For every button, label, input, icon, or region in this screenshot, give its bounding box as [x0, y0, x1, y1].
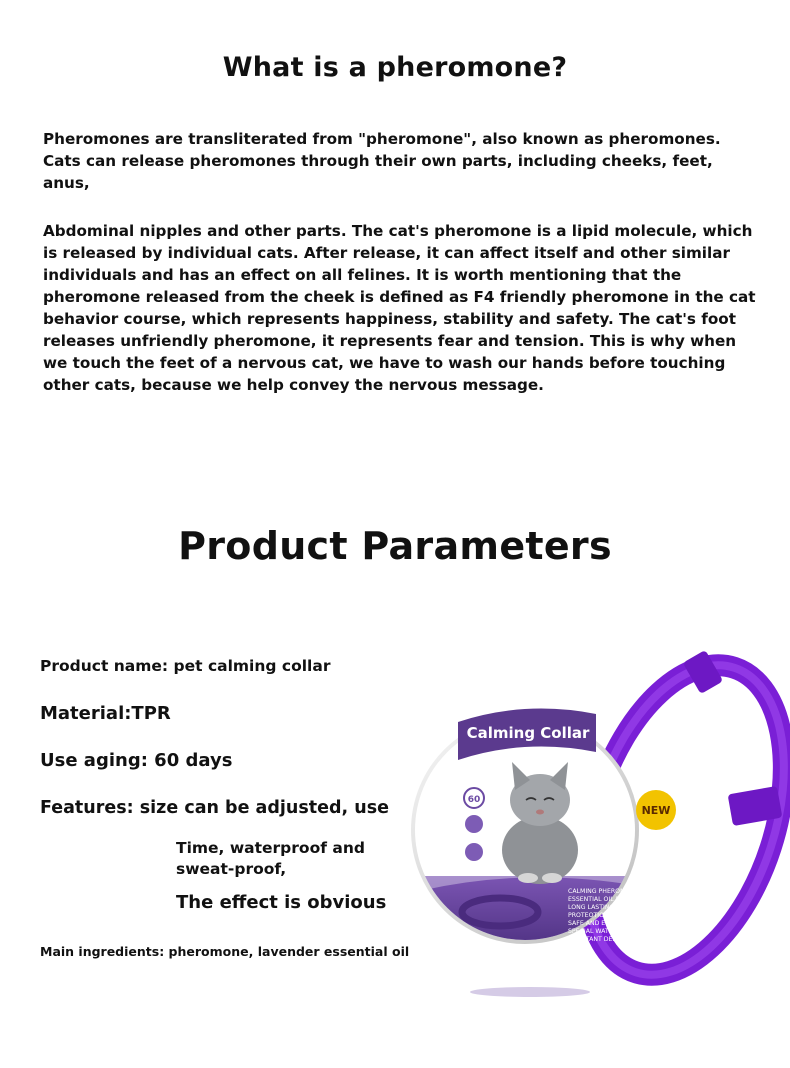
tin-label-text: Calming Collar	[466, 724, 590, 742]
spec-ingredients: Main ingredients: pheromone, lavender essential oil	[40, 944, 410, 959]
product-image	[400, 640, 790, 1010]
thumbs-up-icon	[465, 843, 483, 861]
svg-text:SAFE AND ECO FRIENDLY: SAFE AND ECO FRIENDLY	[568, 920, 646, 927]
svg-text:PROTEOTION: PROTEOTION	[568, 912, 609, 919]
svg-text:SPECIAL WATER: SPECIAL WATER	[568, 928, 617, 935]
spec-effect: The effect is obvious	[176, 892, 387, 913]
svg-text:RESISTANT DESIGN: RESISTANT DESIGN	[568, 936, 628, 943]
spec-features: Features: size can be adjusted, use	[40, 798, 389, 818]
new-badge-text: NEW	[641, 804, 671, 817]
days-badge-text: 60	[467, 795, 481, 805]
pheromone-paragraph-2: Abdominal nipples and other parts. The cat's pheromone is a lipid molecule, which is released by individual cats. After release, it can affect itself and other similar individuals and has an effect on all felines. It is worth mentioning that the pheromone released from the cheek is defined as F4 friendly pheromone in the cat behavior course, which represents happiness, stability and safety. The cat's foot releases unfriendly pheromone, it represents fear and tension. This is why when we touch the feet of a nervous cat, we have to wash our hands before touching other cats, because we help convey the nervous message.	[43, 222, 756, 394]
svg-text:ESSENTIAL OIL BLEND: ESSENTIAL OIL BLEND	[568, 896, 637, 903]
collar-tin	[400, 709, 676, 997]
spec-features-continued: Time, waterproof and sweat-proof,	[176, 839, 365, 878]
calming-collar-product-illustration	[400, 640, 790, 1010]
product-parameters-title: Product Parameters	[178, 524, 612, 568]
tin-feature-text	[568, 888, 646, 943]
spec-material: Material:TPR	[40, 703, 171, 724]
svg-text:CALMING PHEROMONE &: CALMING PHEROMONE &	[568, 888, 646, 895]
pheromone-title: What is a pheromone?	[222, 52, 568, 83]
spec-product-name: Product name: pet calming collar	[40, 657, 331, 675]
spec-use-aging: Use aging: 60 days	[40, 750, 233, 771]
leaf-icon	[465, 815, 483, 833]
svg-text:LONG LASTING: LONG LASTING	[568, 904, 615, 911]
pheromone-paragraph-1: Pheromones are transliterated from "pheromone", also known as pheromones. Cats can release pheromones through their own parts, including cheeks, feet, anus,	[43, 130, 721, 192]
